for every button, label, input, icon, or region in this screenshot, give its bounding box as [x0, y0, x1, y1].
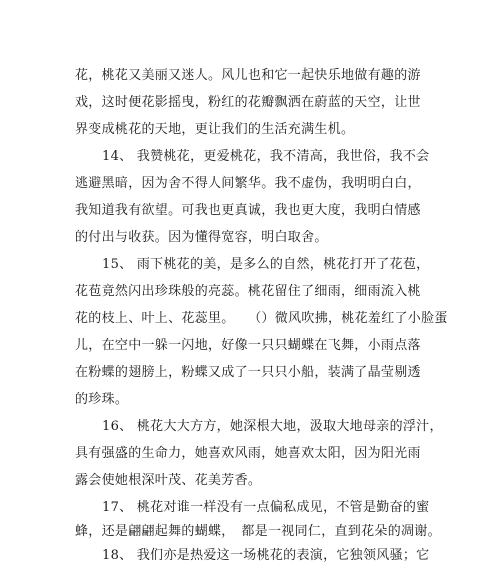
text-line: 的付出与收获。因为懂得宽容，明白取舍。 — [75, 230, 328, 245]
text-line: 在粉蝶的翅膀上，粉蝶又成了一只只小船，装满了晶莹剔透 — [75, 365, 421, 380]
paragraph-first-line: 14、 我赞桃花，更爱桃花，我不清高，我世俗，我不会 — [102, 149, 430, 164]
text-line: 花的枝上、叶上、花蕊里。 （）微风吹拂，桃花羞红了小脸蛋 — [75, 311, 448, 326]
paragraph-first-line: 15、 雨下桃花的美，是多么的自然，桃花打开了花苞， — [102, 257, 430, 272]
text-line: 逃避黑暗，因为舍不得人间繁华。我不虚伪，我明明白白， — [75, 176, 421, 191]
text-line: 露会使她根深叶茂、花美芳香。 — [75, 473, 262, 488]
text-line: 界变成桃花的天地，更让我们的生活充满生机。 — [75, 122, 355, 137]
text-line: 花苞竟然闪出珍珠般的亮蕊。桃花留住了细雨，细雨流入桃 — [75, 284, 421, 299]
text-line: 的珍珠。 — [75, 392, 129, 407]
paragraph-first-line: 17、 桃花对谁一样没有一点偏私成见，不管是勤奋的蜜 — [102, 500, 430, 515]
paragraph-first-line: 18、 我们亦是热爱这一场桃花的表演，它独领风骚；它 — [102, 548, 430, 563]
text-line: 儿，在空中一躲一闪地，好像一只只蝴蝶在飞舞，小雨点落 — [75, 338, 421, 353]
text-line: 戏，这时便花影摇曳，粉红的花瓣飘洒在蔚蓝的天空，让世 — [75, 95, 421, 110]
text-line: 我知道我有欲望。可我也更真诚，我也更大度，我明白情感 — [75, 203, 421, 218]
paragraph-first-line: 16、 桃花大大方方，她深根大地，汲取大地母亲的浮汁， — [102, 419, 443, 434]
text-line: 具有强盛的生命力，她喜欢风雨，她喜欢太阳，因为阳光雨 — [75, 446, 421, 461]
text-line: 蜂，还是翩翩起舞的蝴蝶， 都是一视同仁，直到花朵的凋谢。 — [75, 524, 441, 539]
text-line: 花，桃花又美丽又迷人。风儿也和它一起快乐地做有趣的游 — [75, 68, 421, 83]
